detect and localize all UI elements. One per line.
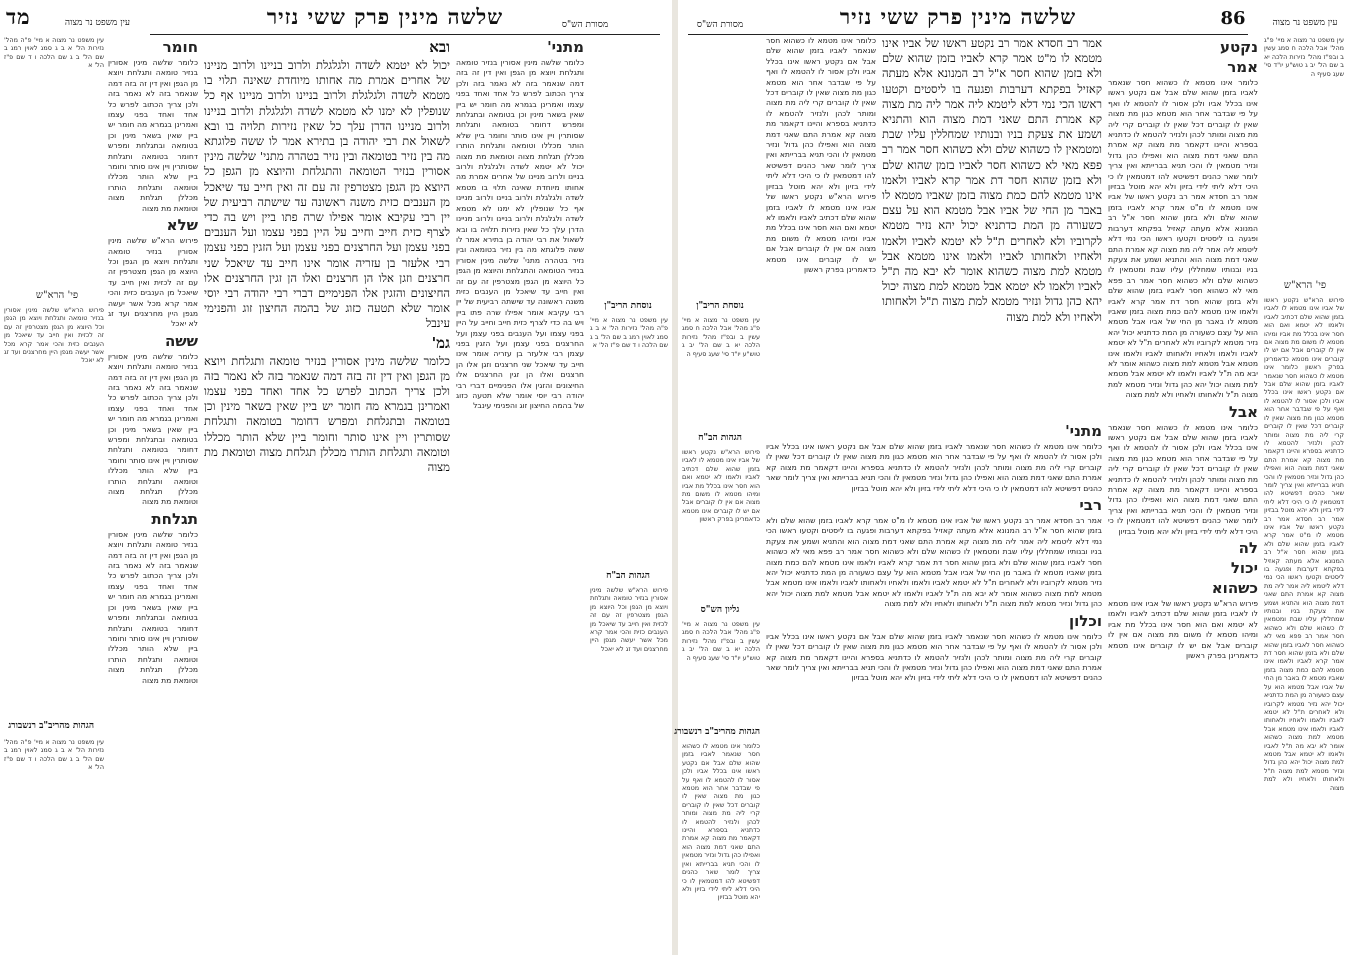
dibbur-word: מתני': [1065, 422, 1102, 440]
lower-commentary-text: כלומר אינו מטמא לו כשהוא חסר שנאמר לאביו בזמן שהוא שלם אבל אם נקטע ראשו אינו בכלל אביו ולכן אסור לו להטמא לו ואף על פי שבדבר אחר הוא מטמא כגון מת מצוה שאין לו קוברים דכל שאין לו קוברים קרי ליה מת מצוה ומותר לכהן ולנזיר להטמא לו כדתניא בספרא והיינו דקאמר מת מצוה קא אמרת התם שאני דמת מצוה הוא ואפילו כהן גדול ונזיר מטמאין לו והכי תניא בברייתא ואין צריך לומר שאר כהנים דפשיטא להו דמטמאין לו כי היכי דלא ליתי לידי בזיון ולא יהא מוטל בבזיון: [766, 442, 1102, 493]
rosh-label: פי' הרא"ש: [35, 290, 79, 301]
dibbur-word: תגלחת: [151, 509, 198, 528]
left-header: [230, 4, 540, 34]
header-rule: [688, 34, 1248, 35]
nusach-text: עין משפט נר מצוה א מיי' פ"ה מהל' נזירות הל' א ב ג סמג לאוין רמג ב שם הל' ב ג שם הלכה ו ד שם פ"ז הל' א: [590, 316, 668, 350]
gilyon-column: [682, 620, 760, 720]
dibbur-word: לה: [1238, 539, 1258, 558]
main-text: אמר רב חסדא אמר רב נקטע ראשו של אביו אינו מטמא לו מ"ט אמר קרא לאביו בזמן שהוא שלם ולא בזמן שהוא חסר א"ל רב המנונא אלא מעתה קאזיל בפקתא דערבות ופגעה בו ליסטים וקטעו ראשו הכי נמי דלא ליטמא ליה אמר ליה מת מצוה קא אמרת התם שאני דמת מצוה הוא והתניא ושמע את צעקת בניו ובנותיו שמחללין עליו שבת ומטמאין לו כשהוא שלם ולא כשהוא חסר אמר רב פפא מאי לא כשהוא חסר לאביו בזמן שהוא שלם ולא בזמן שהוא חסר דת אמר קרא לאביו ולאמו אינו מטמא להם כמת מצוה בזמן שאביו מטמא לו באבר מן החי של אביו אבל מטמא הוא על עצם כשעורה מן המת כדתניא יכול יהא נזיר מטמא לקרוביו ולא לאחרים ת"ל לא יטמא לאביו ולאמו ולאחיו ולאחותו לאביו ולאמו אינו מטמא אבל מטמא למת מצוה כשהוא אומר לא יבא מה ת"ל לאביו ולאמו לא יטמא אבל מטמא למת מצוה יכול יהא כהן גדול ונזיר מטמא למת מצוה ת"ל ולאחותו ולאחיו ולא למת מצוה: [882, 36, 1102, 324]
dibbur-word: יכול: [1230, 559, 1258, 578]
dibbur-word: שלא: [166, 216, 198, 235]
rashi-text: אמר רב חסדא אמר רב נקטע ראשו של אביו אינו מטמא לו מ"ט אמר קרא לאביו בזמן שהוא שלם ולא בזמן שהוא חסר א"ל רב המנונא אלא מעתה קאזיל בפקתא דערבות ופגעה בו ליסטים וקטעו ראשו הכי נמי דלא ליטמא ליה אמר ליה מת מצוה קא אמרת התם שאני דמת מצוה הוא והתניא ושמע את צעקת בניו ובנותיו שמחללין עליו שבת ומטמאין לו כשהוא שלם ולא כשהוא חסר אמר רב פפא מאי לא כשהוא חסר לאביו בזמן שהוא שלם ולא בזמן שהוא חסר דת אמר קרא לאביו ולאמו אינו מטמא להם כמת מצוה בזמן שאביו מטמא לו באבר מן החי של אביו אבל מטמא הוא על עצם כשעורה מן המת כדתניא יכול יהא נזיר מטמא לקרוביו ולא לאחרים ת"ל לא יטמא לאביו ולאמו ולאחיו ולאחותו לאביו ולאמו אינו מטמא אבל מטמא למת מצוה כשהוא אומר לא יבא מה ת"ל לאביו ולאמו לא יטמא אבל מטמא למת מצוה יכול יהא כהן גדול ונזיר מטמא למת מצוה ת"ל ולאחותו ולאחיו ולא למת מצוה: [1108, 192, 1258, 400]
tosafot-column: [766, 36, 876, 416]
side-commentary-text: כלומר שלשה מינין אסורין בנזיר טומאה ותגלחת ויוצא מן הגפן ואין דין זה בזה דמה שנאמר בזה לא נאמר בזה ולכן צריך הכתוב לפרש כל אחד ואחד בפני עצמו ואמרינן בגמרא מה חומר יש ביין שאין בשאר מינין וכן בטומאה ובתגלחת ומפרש דחומר בטומאה ותגלחת שסותרין ויין אינו סותר וחומר ביין שלא הותר מכללו וטומאה ותגלחת הותרו מכללן תגלחת מצוה וטומאת מת מצוה: [108, 529, 198, 685]
side-commentary-column: [108, 36, 198, 936]
dibbur-word: וכלון: [1068, 611, 1102, 630]
rashi-column: [456, 36, 584, 916]
tosafot-text: כלומר אינו מטמא לו כשהוא חסר שנאמר לאביו בזמן שהוא שלם אבל אם נקטע ראשו אינו בכלל אביו ולכן אסור לו להטמא לו ואף על פי שבדבר אחר הוא מטמא כגון מת מצוה שאין לו קוברים דכל שאין לו קוברים קרי ליה מת מצוה ומותר לכהן ולנזיר להטמא לו כדתניא בספרא והיינו דקאמר מת מצוה קא אמרת התם שאני דמת מצוה הוא ואפילו כהן גדול ונזיר מטמאין לו והכי תניא בברייתא ואין צריך לומר שאר כהנים דפשיטא להו דמטמאין לו כי היכי דלא ליתי לידי בזיון ולא יהא מוטל בבזיון: [766, 36, 876, 191]
hagahot-text: פירוש הרא"ש נקטע ראשו של אביו אינו מטמא לו לאביו בזמן שהוא שלם דכתיב לאביו ולאמו לא יטמא ואם הוא חסר אינו בכלל מת אביו ומיהו מטמא לו משום מת מצוה אם אין לו קוברים אבל אם יש לו קוברים אינו מטמא כדאמרינן בפרק ראשון: [682, 448, 760, 524]
hagahot-marginal-column: [682, 742, 760, 902]
ein-mishpat-label: עין משפט נר מצוה: [1272, 18, 1338, 28]
dibbur-word: נקטע: [1219, 38, 1258, 56]
rashi-text: פירוש הרא"ש נקטע ראשו של אביו אינו מטמא לו לאביו בזמן שהוא שלם דכתיב לאביו ולאמו לא יטמא ואם הוא חסר אינו בכלל מת אביו ומיהו מטמא לו משום מת מצוה אם אין לו קוברים אבל אם יש לו קוברים אינו מטמא כדאמרינן בפרק ראשון: [1108, 599, 1258, 661]
dibbur-word: ובא: [429, 38, 450, 56]
hagahot-marginal-label: הגהות מהריב"ב רנשבורג: [674, 727, 760, 737]
page-header-title: שלשה מינין פרק ששי נזיר: [266, 4, 504, 29]
page-letter: מד: [6, 4, 31, 29]
ein-mishpat-column: [1264, 36, 1344, 276]
page-number: 86: [1220, 8, 1246, 29]
nusach-column: [682, 316, 760, 426]
masoret-label: מסורת הש"ס: [561, 20, 609, 30]
hagahot-text: פירוש הרא"ש שלשה מינין אסורין בנזיר טומאה ותגלחת ויוצא מן הגפן וכל היוצא מן הגפן מצטרפין זה עם זה לכזית ואין חייב עד שיאכל מן הענבים כזית והכי אמר קרא מכל אשר יעשה מגפן היין מחרצנים ועד זג לא יאכל: [590, 586, 668, 653]
right-main-gemara: [882, 36, 1102, 416]
rashi-text: יכול לא יטמא לשדה ולגלגלת ולרוב בניינו ולרוב מניינו של אחרים אמרת מה אחותו מיוחדת שאינה תלוי בו מטמא לשדה ולגלגלת ולרוב בניינו ולרוב מניינו אף כל שנופלין לא ימנו לא מטמא לשדה ולגלגלת ולרוב בניינו ולרוב מניינו הדרן עלך כל שאין נזירות תלויה בו ובא לשאול את רבי יהודה בן בתירא אמר לו ששה פלוגתא מה בין נזיר בטומאה ובין נזיר בטהרה מתני' שלשה מינין אסורין בנזיר הטומאה והתגלחת והיוצא מן הגפן כל היוצא מן הגפן מצטרפין זה עם זה ואין חייב עד שיאכל מן הענבים כזית משנה ראשונה עד שישתה רביעית של יין רבי עקיבא אומר אפילו שרה פתו ביין ויש בה כדי לצרף כזית חייב וחייב על היין בפני עצמו ועל הענבים בפני עצמן ועל החרצנים בפני עצמן ועל הזגין בפני עצמן רבי אלעזר בן עזריה אומר אינו חייב עד שיאכל שני חרצנים וזגן אלו הן חרצנים ואלו הן זגין החרצנים אלו החיצונים והזגין אלו הפנימיים דברי רבי יהודה רבי יוסי אומר שלא תטעה כזוג של בהמה החיצון זוג והפנימי עינבל: [456, 162, 584, 411]
ein-mishpat-text: עין משפט נר מצוה א מיי' פ"ג מהל' אבל הלכה ח סמג עשין ב ובפ"ז מהל' נזירות הלכה יא ב שם הל' יב ג טוש"ע יו"ד סי' שעג סעיף ה: [1264, 36, 1344, 78]
side-commentary-text: כלומר שלשה מינין אסורין בנזיר טומאה ותגלחת ויוצא מן הגפן ואין דין זה בזה דמה שנאמר בזה לא נאמר בזה ולכן צריך הכתוב לפרש כל אחד ואחד בפני עצמו ואמרינן בגמרא מה חומר יש ביין שאין בשאר מינין וכן בטומאה ובתגלחת ומפרש דחומר בטומאה ותגלחת שסותרין ויין אינו סותר וחומר ביין שלא הותר מכללו וטומאה ותגלחת הותרו מכללן תגלחת מצוה וטומאת מת מצוה: [108, 351, 198, 507]
rashi-text: כלומר שלשה מינין אסורין בנזיר טומאה ותגלחת ויוצא מן הגפן ואין דין זה בזה דמה שנאמר בזה לא נאמר בזה ולכן צריך הכתוב לפרש כל אחד ואחד בפני עצמו ואמרינן בגמרא מה חומר יש ביין שאין בשאר מינין וכן בטומאה ובתגלחת ומפרש דחומר בטומאה ותגלחת שסותרין ויין אינו סותר וחומר ביין שלא הותר מכללו וטומאה ותגלחת הותרו מכללן תגלחת מצוה וטומאת מת מצוה: [456, 58, 584, 161]
hagahot-marginal-text: עין משפט נר מצוה א מיי' פ"ה מהל' נזירות הל' א ב ג סמג לאוין רמג ב שם הל' ב ג שם הלכה ו ד שם פ"ז הל' א: [4, 738, 104, 772]
dibbur-word: כשהוא: [1211, 579, 1258, 598]
right-header: [768, 4, 1148, 34]
dibbur-word: מתני': [547, 38, 584, 56]
left-page: [0, 0, 672, 955]
page-header-title: שלשה מינין פרק ששי נזיר: [839, 4, 1077, 29]
dibbur-word: ששה: [164, 331, 198, 350]
rashi-text: כלומר אינו מטמא לו כשהוא חסר שנאמר לאביו בזמן שהוא שלם אבל אם נקטע ראשו אינו בכלל אביו ולכן אסור לו להטמא לו ואף על פי שבדבר אחר הוא מטמא כגון מת מצוה שאין לו קוברים דכל שאין לו קוברים קרי ליה מת מצוה ומותר לכהן ולנזיר להטמא לו כדתניא בספרא והיינו דקאמר מת מצוה קא אמרת התם שאני דמת מצוה הוא ואפילו כהן גדול ונזיר מטמאין לו והכי תניא בברייתא ואין צריך לומר שאר כהנים דפשיטא להו דמטמאין לו כי היכי דלא ליתי לידי בזיון ולא יהא מוטל בבזיון: [1108, 422, 1258, 536]
main-text-continued: כלומר שלשה מינין אסורין בנזיר טומאה ותגלחת ויוצא מן הגפן ואין דין זה בזה דמה שנאמר בזה לא נאמר בזה ולכן צריך הכתוב לפרש כל אחד ואחד בפני עצמו ואמרינן בגמרא מה חומר יש ביין שאין בשאר מינין וכן בטומאה ובתגלחת ומפרש דחומר בטומאה ותגלחת שסותרין ויין אינו סותר וחומר ביין שלא הותר מכללו וטומאה ותגלחת הותרו מכללן תגלחת מצוה וטומאת מת מצוה: [204, 353, 450, 475]
rashi-column: [1108, 36, 1258, 936]
hagahot-marginal-column: [4, 738, 104, 938]
hagahot-column: [682, 448, 760, 598]
dibbur-word: גמ': [431, 333, 450, 352]
hagahot-column: [590, 586, 668, 886]
rosh-text: פירוש הרא"ש שלשה מינין אסורין בנזיר טומאה ותגלחת ויוצא מן הגפן וכל היוצא מן הגפן מצטרפין זה עם זה לכזית ואין חייב עד שיאכל מן הענבים כזית והכי אמר קרא מכל אשר יעשה מגפן היין מחרצנים ועד זג לא יאכל: [4, 306, 104, 365]
lower-commentary: [766, 420, 1102, 890]
rosh-text: פירוש הרא"ש נקטע ראשו של אביו אינו מטמא לו לאביו בזמן שהוא שלם דכתיב לאביו ולאמו לא יטמא ואם הוא חסר אינו בכלל מת אביו ומיהו מטמא לו משום מת מצוה אם אין לו קוברים אבל אם יש לו קוברים אינו מטמא כדאמרינן בפרק ראשון: [1264, 296, 1344, 372]
rashi-text: כלומר אינו מטמא לו כשהוא חסר שנאמר לאביו בזמן שהוא שלם אבל אם נקטע ראשו אינו בכלל אביו ולכן אסור לו להטמא לו ואף על פי שבדבר אחר הוא מטמא כגון מת מצוה שאין לו קוברים דכל שאין לו קוברים קרי ליה מת מצוה ומותר לכהן ולנזיר להטמא לו כדתניא בספרא והיינו דקאמר מת מצוה קא אמרת התם שאני דמת מצוה הוא ואפילו כהן גדול ונזיר מטמאין לו והכי תניא בברייתא ואין צריך לומר שאר כהנים דפשיטא להו דמטמאין לו כי היכי דלא ליתי לידי בזיון ולא יהא מוטל בבזיון: [1108, 78, 1258, 192]
dibbur-word: חומר: [162, 38, 198, 56]
rosh-text: כלומר אינו מטמא לו כשהוא חסר שנאמר לאביו בזמן שהוא שלם אבל אם נקטע ראשו אינו בכלל אביו ולכן אסור לו להטמא לו ואף על פי שבדבר אחר הוא מטמא כגון מת מצוה שאין לו קוברים דכל שאין לו קוברים קרי ליה מת מצוה ומותר לכהן ולנזיר להטמא לו כדתניא בספרא והיינו דקאמר מת מצוה קא אמרת התם שאני דמת מצוה הוא ואפילו כהן גדול ונזיר מטמאין לו והכי תניא בברייתא ואין צריך לומר שאר כהנים דפשיטא להו דמטמאין לו כי היכי דלא ליתי לידי בזיון ולא יהא מוטל בבזיון: [1264, 363, 1344, 515]
rosh-column: [4, 306, 104, 716]
ein-mishpat-text: עין משפט נר מצוה א מיי' פ"ה מהל' נזירות הל' א ב ג סמג לאוין רמג ב שם הל' ב ג שם הלכה ו ד שם פ"ז הל' א: [4, 36, 104, 70]
right-masoret-header: [680, 12, 760, 42]
rosh-label: פי' הרא"ש: [1283, 280, 1327, 291]
nusach-label: נוסחת הריב"ן: [604, 301, 652, 311]
left-page-letter-box: [6, 4, 42, 34]
nusach-text: עין משפט נר מצוה א מיי' פ"ג מהל' אבל הלכה ח סמג עשין ב ובפ"ז מהל' נזירות הלכה יא ב שם הל' יב ג טוש"ע יו"ד סי' שעג סעיף ה: [682, 316, 760, 358]
tosafot-text: פירוש הרא"ש נקטע ראשו של אביו אינו מטמא לו לאביו בזמן שהוא שלם דכתיב לאביו ולאמו לא יטמא ואם הוא חסר אינו בכלל מת אביו ומיהו מטמא לו משום מת מצוה אם אין לו קוברים אבל אם יש לו קוברים אינו מטמא כדאמרינן בפרק ראשון: [766, 192, 876, 274]
gilyon-label: גליון הש"ס: [700, 605, 740, 615]
header-rule: [150, 34, 660, 35]
ein-mishpat-label: עין משפט נר מצוה: [64, 18, 130, 28]
rosh-column: [1264, 296, 1344, 936]
lower-commentary-text: אמר רב חסדא אמר רב נקטע ראשו של אביו אינו מטמא לו מ"ט אמר קרא לאביו בזמן שהוא שלם ולא בזמן שהוא חסר א"ל רב המנונא אלא מעתה קאזיל בפקתא דערבות ופגעה בו ליסטים וקטעו ראשו הכי נמי דלא ליטמא ליה אמר ליה מת מצוה קא אמרת התם שאני דמת מצוה הוא והתניא ושמע את צעקת בניו ובנותיו שמחללין עליו שבת ומטמאין לו כשהוא שלם ולא כשהוא חסר אמר רב פפא מאי לא כשהוא חסר לאביו בזמן שהוא שלם ולא בזמן שהוא חסר דת אמר קרא לאביו ולאמו אינו מטמא להם כמת מצוה בזמן שאביו מטמא לו באבר מן החי של אביו אבל מטמא הוא על עצם כשעורה מן המת כדתניא יכול יהא נזיר מטמא לקרוביו ולא לאחרים ת"ל לא יטמא לאביו ולאמו ולאחיו ולאחותו לאביו ולאמו אינו מטמא אבל מטמא למת מצוה כשהוא אומר לא יבא מה ת"ל לאביו ולאמו לא יטמא אבל מטמא למת מצוה יכול יהא כהן גדול ונזיר מטמא למת מצוה ת"ל ולאחותו ולאחיו ולא למת מצוה: [766, 516, 1102, 609]
hagahot-marginal-label: הגהות מהריב"ב רנשבורג: [8, 721, 94, 731]
rosh-ornament: [1268, 280, 1342, 291]
gilyon-text: עין משפט נר מצוה א מיי' פ"ג מהל' אבל הלכה ח סמג עשין ב ובפ"ז מהל' נזירות הלכה יא ב שם הל' יב ג טוש"ע יו"ד סי' שעג סעיף ה: [682, 620, 760, 662]
side-commentary-text: כלומר שלשה מינין אסורין בנזיר טומאה ותגלחת ויוצא מן הגפן ואין דין זה בזה דמה שנאמר בזה לא נאמר בזה ולכן צריך הכתוב לפרש כל אחד ואחד בפני עצמו ואמרינן בגמרא מה חומר יש ביין שאין בשאר מינין וכן בטומאה ובתגלחת ומפרש דחומר בטומאה ותגלחת שסותרין ויין אינו סותר וחומר ביין שלא הותר מכללו וטומאה ותגלחת הותרו מכללן תגלחת מצוה וטומאת מת מצוה: [108, 58, 198, 213]
hagahot-label: הגהות הב"ח: [698, 433, 742, 443]
hagahot-marginal-text: כלומר אינו מטמא לו כשהוא חסר שנאמר לאביו בזמן שהוא שלם אבל אם נקטע ראשו אינו בכלל אביו ולכן אסור לו להטמא לו ואף על פי שבדבר אחר הוא מטמא כגון מת מצוה שאין לו קוברים דכל שאין לו קוברים קרי ליה מת מצוה ומותר לכהן ולנזיר להטמא לו כדתניא בספרא והיינו דקאמר מת מצוה קא אמרת התם שאני דמת מצוה הוא ואפילו כהן גדול ונזיר מטמאין לו והכי תניא בברייתא ואין צריך לומר שאר כהנים דפשיטא להו דמטמאין לו כי היכי דלא ליתי לידי בזיון ולא יהא מוטל בבזיון: [682, 742, 760, 902]
hagahot-label: הגהות הב"ח: [606, 571, 650, 581]
masoret-label: מסורת הש"ס: [696, 20, 744, 30]
nusach-label: נוסחת הריב"ן: [696, 301, 744, 311]
dibbur-word: רבי: [1079, 496, 1102, 515]
dibbur-word: אמר: [1227, 58, 1258, 76]
rosh-ornament: [12, 290, 102, 301]
rosh-text: אמר רב חסדא אמר רב נקטע ראשו של אביו אינו מטמא לו מ"ט אמר קרא לאביו בזמן שהוא שלם ולא בזמן שהוא חסר א"ל רב המנונא אלא מעתה קאזיל בפקתא דערבות ופגעה בו ליסטים וקטעו ראשו הכי נמי דלא ליטמא ליה אמר ליה מת מצוה קא אמרת התם שאני דמת מצוה הוא והתניא ושמע את צעקת בניו ובנותיו שמחללין עליו שבת ומטמאין לו כשהוא שלם ולא כשהוא חסר אמר רב פפא מאי לא כשהוא חסר לאביו בזמן שהוא שלם ולא בזמן שהוא חסר דת אמר קרא לאביו ולאמו אינו מטמא להם כמת מצוה בזמן שאביו מטמא לו באבר מן החי של אביו אבל מטמא הוא על עצם כשעורה מן המת כדתניא יכול יהא נזיר מטמא לקרוביו ולא לאחרים ת"ל לא יטמא לאביו ולאמו ולאחיו ולאחותו לאביו ולאמו אינו מטמא אבל מטמא למת מצוה כשהוא אומר לא יבא מה ת"ל לאביו ולאמו לא יטמא אבל מטמא למת מצוה יכול יהא כהן גדול ונזיר מטמא למת מצוה ת"ל ולאחותו ולאחיו ולא למת מצוה: [1264, 514, 1344, 792]
nusach-column: [590, 316, 668, 566]
main-text: יכול לא יטמא לשדה ולגלגלת ולרוב בניינו ולרוב מניינו של אחרים אמרת מה אחותו מיוחדת שאינה תלוי בו מטמא לשדה ולגלגלת ולרוב בניינו ולרוב מניינו אף כל שנופלין לא ימנו לא מטמא לשדה ולגלגלת ולרוב בניינו ולרוב מניינו הדרן עלך כל שאין נזירות תלויה בו ובא לשאול את רבי יהודה בן בתירא אמר לו ששה פלוגתא מה בין נזיר בטומאה ובין נזיר בטהרה מתני' שלשה מינין אסורין בנזיר הטומאה והתגלחת והיוצא מן הגפן כל היוצא מן הגפן מצטרפין זה עם זה ואין חייב עד שיאכל מן הענבים כזית משנה ראשונה עד שישתה רביעית של יין רבי עקיבא אומר אפילו שרה פתו ביין ויש בה כדי לצרף כזית חייב וחייב על היין בפני עצמו ועל הענבים בפני עצמן ועל החרצנים בפני עצמן ועל הזגין בפני עצמן רבי אלעזר בן עזריה אומר אינו חייב עד שיאכל שני חרצנים וזגן אלו הן חרצנים ואלו הן זגין החרצנים אלו החיצונים והזגין אלו הפנימיים דברי רבי יהודה רבי יוסי אומר שלא תטעה כזוג של בהמה החיצון זוג והפנימי עינבל: [204, 58, 450, 331]
left-main-gemara: [204, 36, 450, 886]
lower-commentary-text: כלומר אינו מטמא לו כשהוא חסר שנאמר לאביו בזמן שהוא שלם אבל אם נקטע ראשו אינו בכלל אביו ולכן אסור לו להטמא לו ואף על פי שבדבר אחר הוא מטמא כגון מת מצוה שאין לו קוברים דכל שאין לו קוברים קרי ליה מת מצוה ומותר לכהן ולנזיר להטמא לו כדתניא בספרא והיינו דקאמר מת מצוה קא אמרת התם שאני דמת מצוה הוא ואפילו כהן גדול ונזיר מטמאין לו והכי תניא בברייתא ואין צריך לומר שאר כהנים דפשיטא להו דמטמאין לו כי היכי דלא ליתי לידי בזיון ולא יהא מוטל בבזיון: [766, 631, 1102, 683]
right-page: [674, 0, 1346, 955]
dibbur-word: אבל: [1228, 402, 1258, 421]
side-commentary-text: פירוש הרא"ש שלשה מינין אסורין בנזיר טומאה ותגלחת ויוצא מן הגפן וכל היוצא מן הגפן מצטרפין זה עם זה לכזית ואין חייב עד שיאכל מן הענבים כזית והכי אמר קרא מכל אשר יעשה מגפן היין מחרצנים ועד זג לא יאכל: [108, 236, 198, 329]
ein-mishpat-column: [4, 36, 104, 286]
